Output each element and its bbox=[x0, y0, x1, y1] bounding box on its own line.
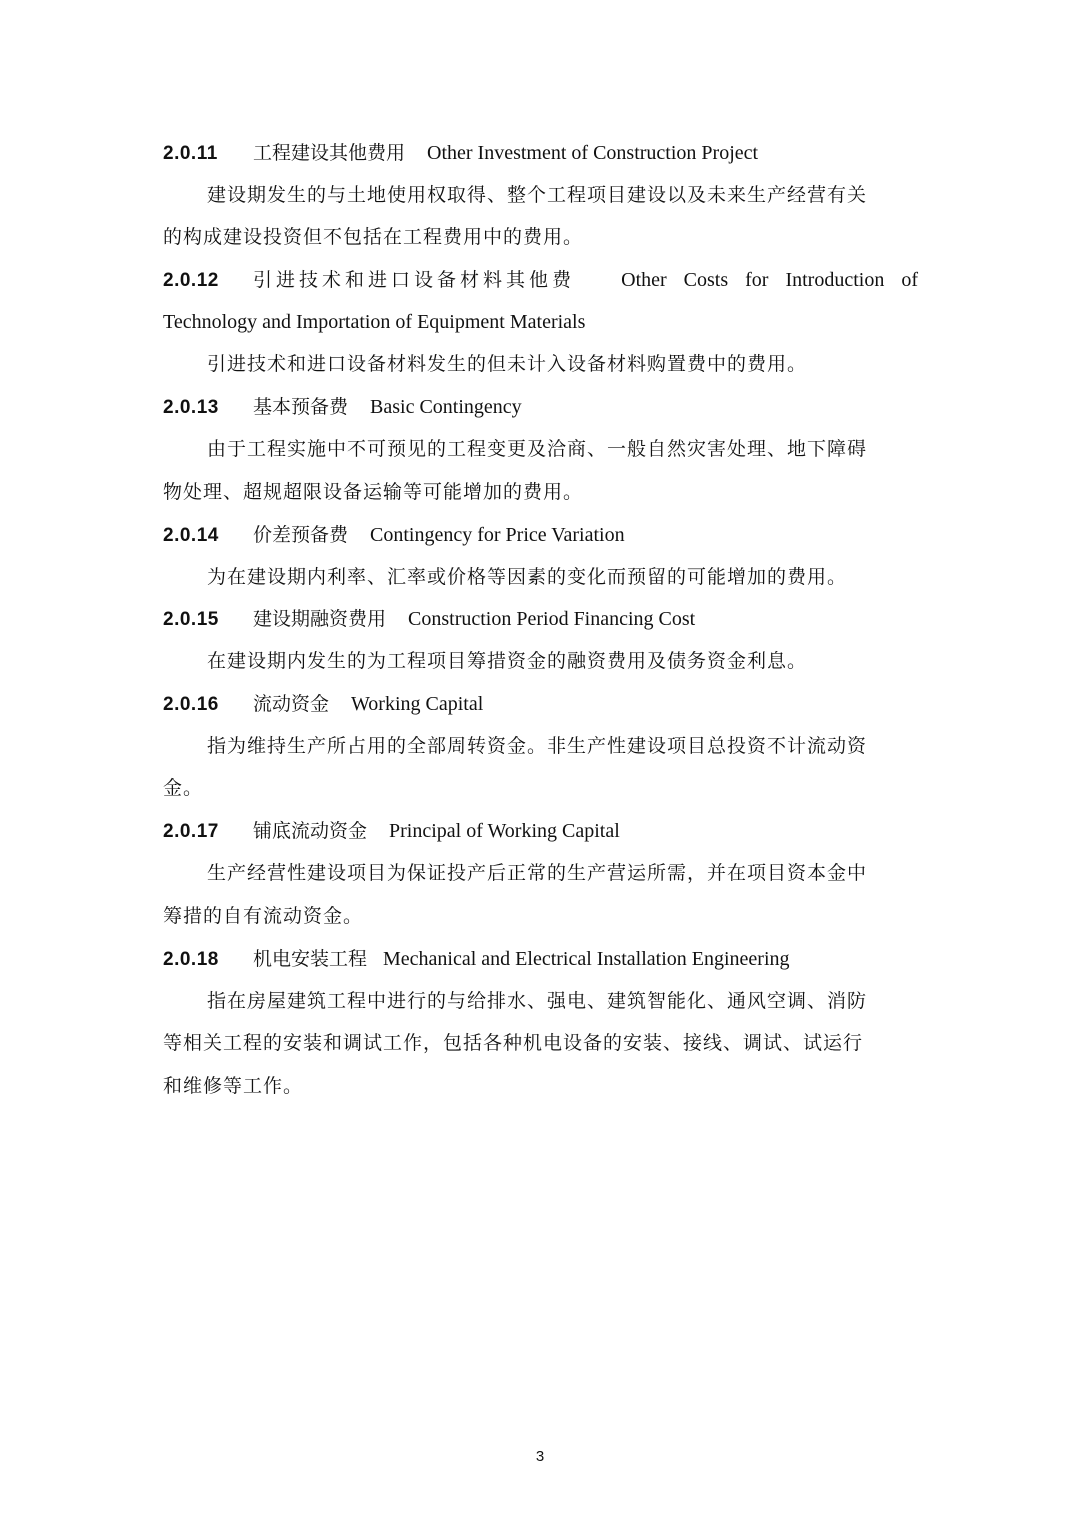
definition-line: 物处理、超规超限设备运输等可能增加的费用。 bbox=[163, 481, 584, 503]
term-heading-2-0-15 bbox=[163, 604, 918, 634]
term-heading-2-0-13 bbox=[163, 392, 918, 422]
term-chinese: 铺底流动资金 bbox=[253, 820, 368, 842]
term-chinese: 流动资金 bbox=[253, 693, 330, 715]
definition-line: 由于工程实施中不可预见的工程变更及洽商、一般自然灾害处理、地下障碍 bbox=[207, 438, 868, 460]
definition-line: 的构成建设投资但不包括在工程费用中的费用。 bbox=[163, 226, 584, 248]
definition-line: 引进技术和进口设备材料发生的但未计入设备材料购置费中的费用。 bbox=[207, 353, 808, 375]
definition-line: 等相关工程的安装和调试工作，包括各种机电设备的安装、接线、调试、试运行 bbox=[163, 1032, 864, 1054]
term-number: 2.0.15 bbox=[163, 609, 219, 630]
term-heading-2-0-12 bbox=[163, 265, 918, 295]
term-chinese: 价差预备费 bbox=[253, 524, 349, 546]
term-english: Mechanical and Electrical Installation Engineering bbox=[383, 948, 790, 970]
term-english: Other Costs for Introduction of bbox=[621, 269, 918, 291]
term-heading-2-0-16 bbox=[163, 689, 918, 719]
term-number: 2.0.13 bbox=[163, 397, 219, 418]
term-number: 2.0.18 bbox=[163, 949, 219, 970]
term-number: 2.0.16 bbox=[163, 694, 219, 715]
definition-line: 金。 bbox=[163, 777, 204, 799]
term-chinese: 基本预备费 bbox=[253, 396, 349, 418]
definition-line: 指为维持生产所占用的全部周转资金。非生产性建设项目总投资不计流动资 bbox=[207, 735, 868, 757]
term-english: Principal of Working Capital bbox=[389, 820, 620, 842]
term-heading-left bbox=[163, 265, 597, 295]
term-heading-2-0-17 bbox=[163, 816, 918, 846]
definition-line: 指在房屋建筑工程中进行的与给排水、强电、建筑智能化、通风空调、消防 bbox=[207, 990, 868, 1012]
term-english: Working Capital bbox=[351, 693, 484, 715]
term-number: 2.0.14 bbox=[163, 525, 219, 546]
page-number: 3 bbox=[535, 1448, 545, 1465]
term-chinese: 建设期融资费用 bbox=[253, 608, 387, 630]
term-chinese: 机电安装工程 bbox=[253, 948, 368, 970]
term-english: Other Investment of Construction Project bbox=[427, 142, 759, 164]
term-number: 2.0.12 bbox=[163, 270, 219, 291]
term-chinese: 工程建设其他费用 bbox=[253, 142, 406, 164]
term-english: Contingency for Price Variation bbox=[370, 524, 625, 546]
term-heading-2-0-14 bbox=[163, 520, 918, 550]
definition-line: 建设期发生的与土地使用权取得、整个工程项目建设以及未来生产经营有关 bbox=[207, 184, 868, 206]
term-english-continued: Technology and Importation of Equipment Materials bbox=[163, 311, 586, 333]
definition-line: 为在建设期内利率、汇率或价格等因素的变化而预留的可能增加的费用。 bbox=[207, 566, 848, 588]
definition-line: 生产经营性建设项目为保证投产后正常的生产营运所需，并在项目资本金中 bbox=[207, 862, 868, 884]
term-number: 2.0.11 bbox=[163, 143, 218, 164]
term-english: Basic Contingency bbox=[370, 396, 522, 418]
term-chinese: 引进技术和进口设备材料其他费 bbox=[253, 269, 576, 291]
definition-line: 和维修等工作。 bbox=[163, 1075, 304, 1097]
definition-line: 筹措的自有流动资金。 bbox=[163, 905, 364, 927]
term-number: 2.0.17 bbox=[163, 821, 219, 842]
term-heading-2-0-18 bbox=[163, 944, 918, 974]
term-heading-2-0-11 bbox=[163, 138, 918, 168]
term-english: Construction Period Financing Cost bbox=[408, 608, 696, 630]
definition-line: 在建设期内发生的为工程项目筹措资金的融资费用及债务资金利息。 bbox=[207, 650, 808, 672]
